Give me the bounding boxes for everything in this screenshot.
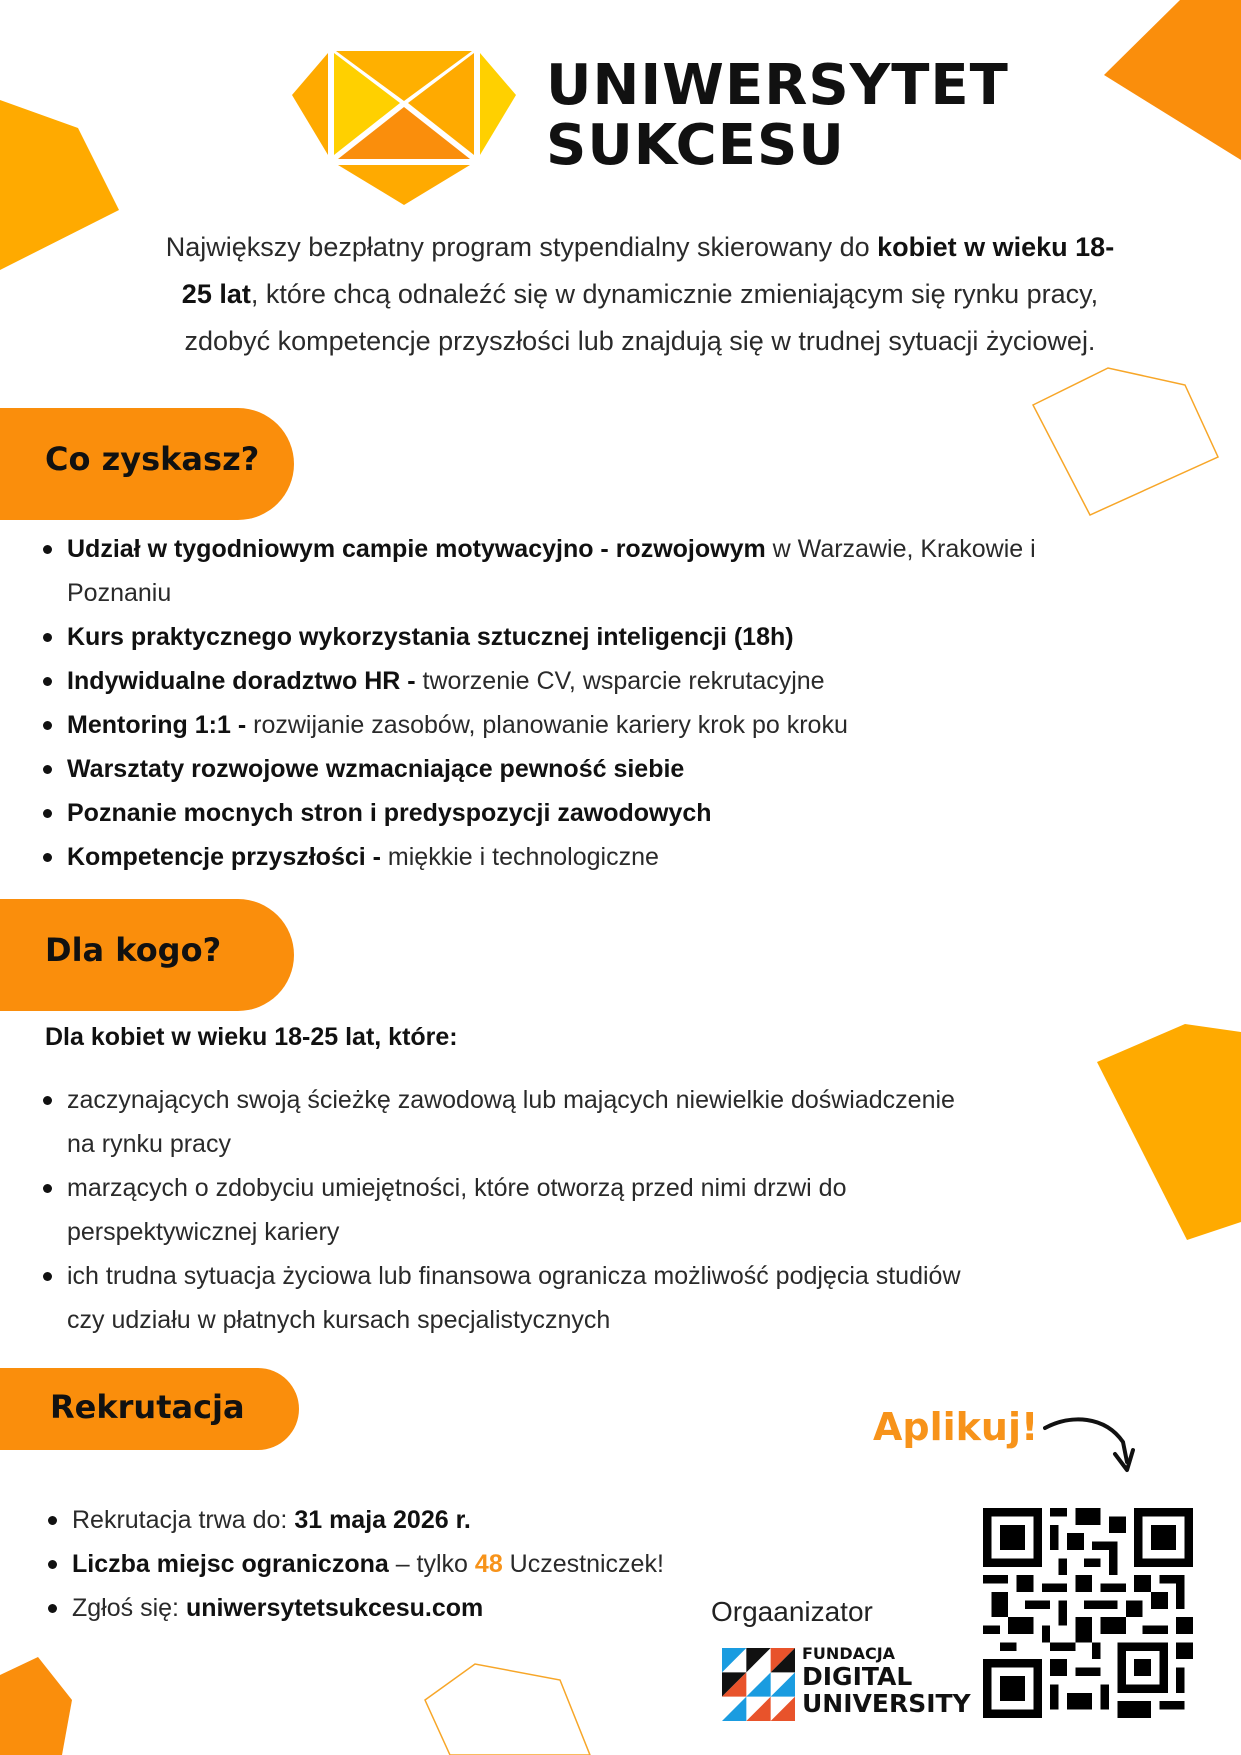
limit-number: 48 bbox=[474, 1550, 503, 1578]
section-header-recruitment bbox=[0, 1368, 299, 1450]
list-item bbox=[27, 527, 1137, 615]
list-item-bold: Warsztaty rozwojowe wzmacniające pewność siebie bbox=[67, 755, 685, 783]
section-title-benefits: Co zyskasz? bbox=[45, 440, 260, 478]
list-item-bold: Kurs praktycznego wykorzystania sztucznej inteligencji (18h) bbox=[67, 623, 794, 651]
list-item bbox=[27, 659, 1137, 703]
list-item-text: w Warzawie, Krakowie i Poznaniu bbox=[67, 535, 1036, 607]
fdu-logo-icon bbox=[722, 1648, 795, 1721]
intro-text-1: Największy bezpłatny program stypendialny skierowany do bbox=[165, 232, 878, 262]
intro-text-2: , które chcą odnaleźć się w dynamicznie zmieniającym się rynku pracy, zdobyć kompetencje przyszłości lub znajdują się w trudnej sytuacji życiowej. bbox=[184, 279, 1099, 356]
list-item-text: tworzenie CV, wsparcie rekrutacyjne bbox=[415, 667, 825, 695]
list-item bbox=[27, 703, 1137, 747]
decorative-shape-top-right bbox=[1100, 0, 1241, 160]
section-title-recruitment: Rekrutacja bbox=[50, 1388, 245, 1426]
limit-text: – tylko bbox=[388, 1550, 475, 1578]
fdu-line-2: DIGITAL bbox=[802, 1662, 913, 1691]
list-item-apply bbox=[32, 1586, 732, 1630]
list-item-bold: Mentoring 1:1 - bbox=[67, 711, 247, 739]
section-header-audience bbox=[0, 899, 294, 1011]
list-item-bold: Poznanie mocnych stron i predyspozycji zawodowych bbox=[67, 799, 712, 827]
apply-cta[interactable]: Aplikuj! bbox=[873, 1405, 1039, 1449]
section-title-audience: Dla kogo? bbox=[45, 931, 222, 969]
decorative-outline-bottom bbox=[420, 1660, 600, 1755]
list-item bbox=[27, 791, 1137, 835]
fdu-wordmark bbox=[802, 1645, 971, 1717]
fdu-line-1: FUNDACJA bbox=[802, 1644, 896, 1663]
logo-line-1: UNIWERSYTET bbox=[546, 53, 1009, 118]
list-item-bold: Indywidualne doradztwo HR - bbox=[67, 667, 416, 695]
list-item-bold: Udział w tygodniowym campie motywacyjno - rozwojowym bbox=[67, 535, 766, 563]
benefits-list bbox=[27, 527, 1137, 879]
limit-suffix: Uczestniczek! bbox=[502, 1550, 664, 1578]
intro-paragraph bbox=[160, 224, 1120, 365]
deadline-value: 31 maja 2026 r. bbox=[294, 1506, 471, 1534]
section-header-benefits bbox=[0, 408, 294, 520]
recruitment-list bbox=[32, 1498, 732, 1630]
list-item-deadline bbox=[32, 1498, 732, 1542]
list-item-limit bbox=[32, 1542, 732, 1586]
list-item-text: miękkie i technologiczne bbox=[380, 843, 659, 871]
list-item bbox=[27, 747, 1137, 791]
list-item bbox=[27, 615, 1137, 659]
decorative-outline-right bbox=[1030, 365, 1220, 525]
logo-wordmark bbox=[546, 53, 1009, 178]
fdu-line-3: UNIVERSITY bbox=[802, 1689, 971, 1718]
audience-list bbox=[27, 1078, 987, 1342]
audience-lead: Dla kobiet w wieku 18-25 lat, które: bbox=[45, 1023, 458, 1051]
limit-label: Liczba miejsc ograniczona bbox=[72, 1550, 389, 1578]
apply-label: Zgłoś się: bbox=[72, 1594, 186, 1622]
logo-line-2: SUKCESU bbox=[546, 113, 845, 178]
apply-link[interactable]: uniwersytetsukcesu.com bbox=[185, 1594, 484, 1622]
list-item-bold: Kompetencje przyszłości - bbox=[67, 843, 381, 871]
list-item-text: rozwijanie zasobów, planowanie kariery krok po kroku bbox=[246, 711, 848, 739]
list-item: zaczynających swoją ścieżkę zawodową lub mających niewielkie doświadczenie na rynku pracy bbox=[27, 1078, 987, 1166]
diamond-logo-icon bbox=[292, 45, 516, 205]
organizer-label: Orgaanizator bbox=[711, 1596, 873, 1627]
list-item: marzących o zdobyciu umiejętności, które otworzą przed nimi drzwi do perspektywicznej kariery bbox=[27, 1166, 987, 1254]
decorative-shape-top-left bbox=[0, 100, 125, 275]
list-item bbox=[27, 835, 1137, 879]
decorative-shape-bottom-left bbox=[0, 1655, 75, 1755]
decorative-shape-mid-right bbox=[1095, 1022, 1241, 1242]
curved-arrow-icon bbox=[1043, 1412, 1135, 1480]
intro-highlight: kobiet w wieku 18- 25 lat bbox=[181, 232, 1115, 309]
list-item: ich trudna sytuacja życiowa lub finansowa ogranicza możliwość podjęcia studiów czy udziału w płatnych kursach specjalistycznych bbox=[27, 1254, 987, 1342]
qr-code-icon[interactable] bbox=[983, 1508, 1193, 1718]
deadline-label: Rekrutacja trwa do: bbox=[72, 1506, 295, 1534]
